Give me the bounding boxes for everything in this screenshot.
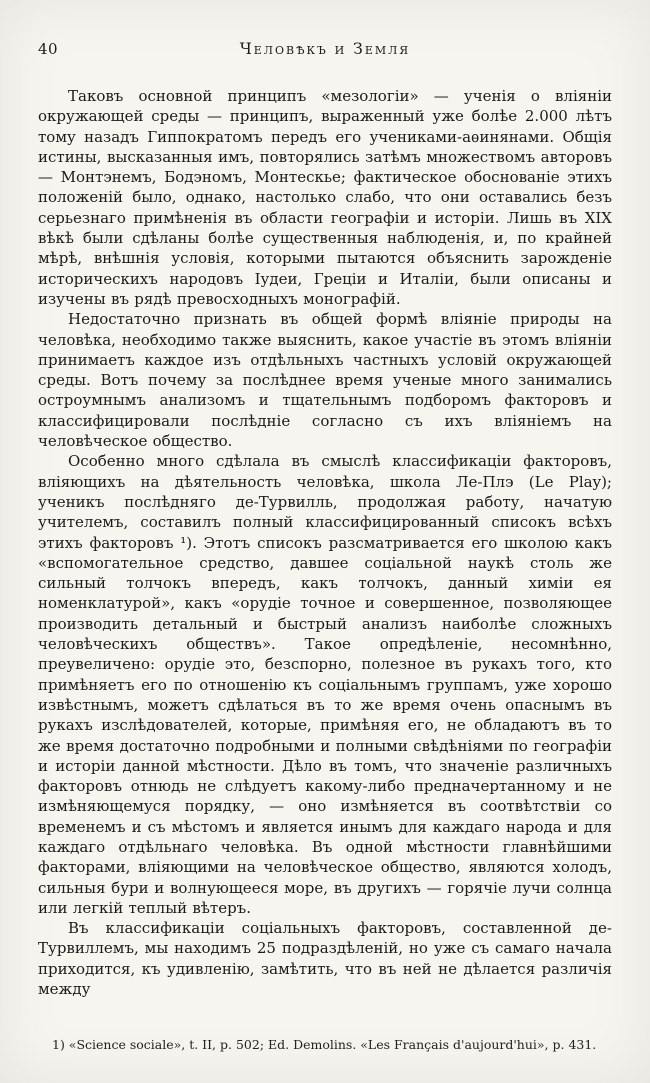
page-header — [38, 40, 612, 58]
footnote-area — [38, 1029, 612, 1053]
paragraph: Особенно много сдѣлала въ смыслѣ классификаціи факторовъ, вліяющихъ на дѣятельность человѣка, школа Ле-Плэ (Le Play); ученикъ послѣдняго де-Турвилль, продолжая работу, начатую учителемъ, составилъ полный классифицированный списокъ всѣхъ этихъ факторовъ ¹). Этотъ списокъ разсматривается его школою какъ «вспомогательное средство, давшее соціальной наукѣ столь же сильный толчокъ впередъ, какъ толчокъ, данный химіи ея номенклатурой», какъ «орудіе точное и совершенное, позволяющее производить детальный и быстрый анализъ наиболѣе сложныхъ человѣческихъ обществъ». Такое опредѣленіе, несомнѣнно, преувеличено: орудіе это, безспорно, полезное въ рукахъ того, кто примѣняетъ его по отношенію къ соціальнымъ группамъ, уже хорошо извѣстнымъ, можетъ сдѣлаться въ то же время очень опаснымъ въ рукахъ изслѣдователей, которые, примѣняя его, не обладаютъ въ то же время достаточно подробными и полными свѣдѣніями по географіи и исторіи данной мѣстности. Дѣло въ томъ, что значеніе различныхъ факторовъ отнюдь не слѣдуетъ какому-либо предначертанному и не измѣняющемуся порядку, — оно измѣняется въ соотвѣтствіи со временемъ и съ мѣстомъ и является инымъ для каждаго народа и для каждаго отдѣльнаго человѣка. Въ одной мѣстности главнѣйшими факторами, вліяющими на человѣческое общество, являются холодъ, сильныя бури и волнующееся море, въ другихъ — горячіе лучи солнца или легкій теплый вѣтеръ. — [38, 452, 612, 917]
paragraph: Недостаточно признать въ общей формѣ вліяніе природы на человѣка, необходимо также выяснить, какое участіе въ этомъ вліяніи принимаетъ каждое изъ отдѣльныхъ частныхъ условій окружающей среды. Вотъ почему за послѣднее время ученые много занимались остроумнымъ анализомъ и тщательнымъ подборомъ факторовъ и классифицировали послѣдніе согласно съ ихъ вліяніемъ на человѣческое общество. — [38, 310, 612, 451]
running-title: Человѣкъ и Земля — [239, 40, 411, 58]
footnote: 1) «Science sociale», t. II, p. 502; Ed. Demolins. «Les Français d'aujourd'hui», p. 431. — [52, 1037, 597, 1052]
paragraph: Таковъ основной принципъ «мезологіи» — ученія о вліяніи окружающей среды — принципъ, выраженный уже болѣе 2.000 лѣтъ тому назадъ Гиппократомъ передъ его учениками-аѳинянами. Общія истины, высказанныя имъ, повторялись затѣмъ множествомъ авторовъ — Монтэнемъ, Бодэномъ, Монтескье; фактическое обоснованіе этихъ положеній было, однако, настолько слабо, что они оставались безъ серьезнаго примѣненія въ области географіи и исторіи. Лишь въ XIX вѣкѣ были сдѣланы болѣе существенныя наблюденія, и, по крайней мѣрѣ, внѣшнія условія, которыми пытаются объяснить зарожденіе историческихъ народовъ Іудеи, Греціи и Италіи, были описаны и изучены въ рядѣ превосходныхъ монографій. — [38, 87, 612, 308]
page-number: 40 — [38, 40, 59, 58]
paragraph: Въ классификаціи соціальныхъ факторовъ, составленной де-Турвиллемъ, мы находимъ 25 подраздѣленій, но уже съ самаго начала приходится, къ удивленію, замѣтить, что въ ней не дѣлается различія между — [38, 919, 612, 999]
body-text — [38, 86, 612, 999]
